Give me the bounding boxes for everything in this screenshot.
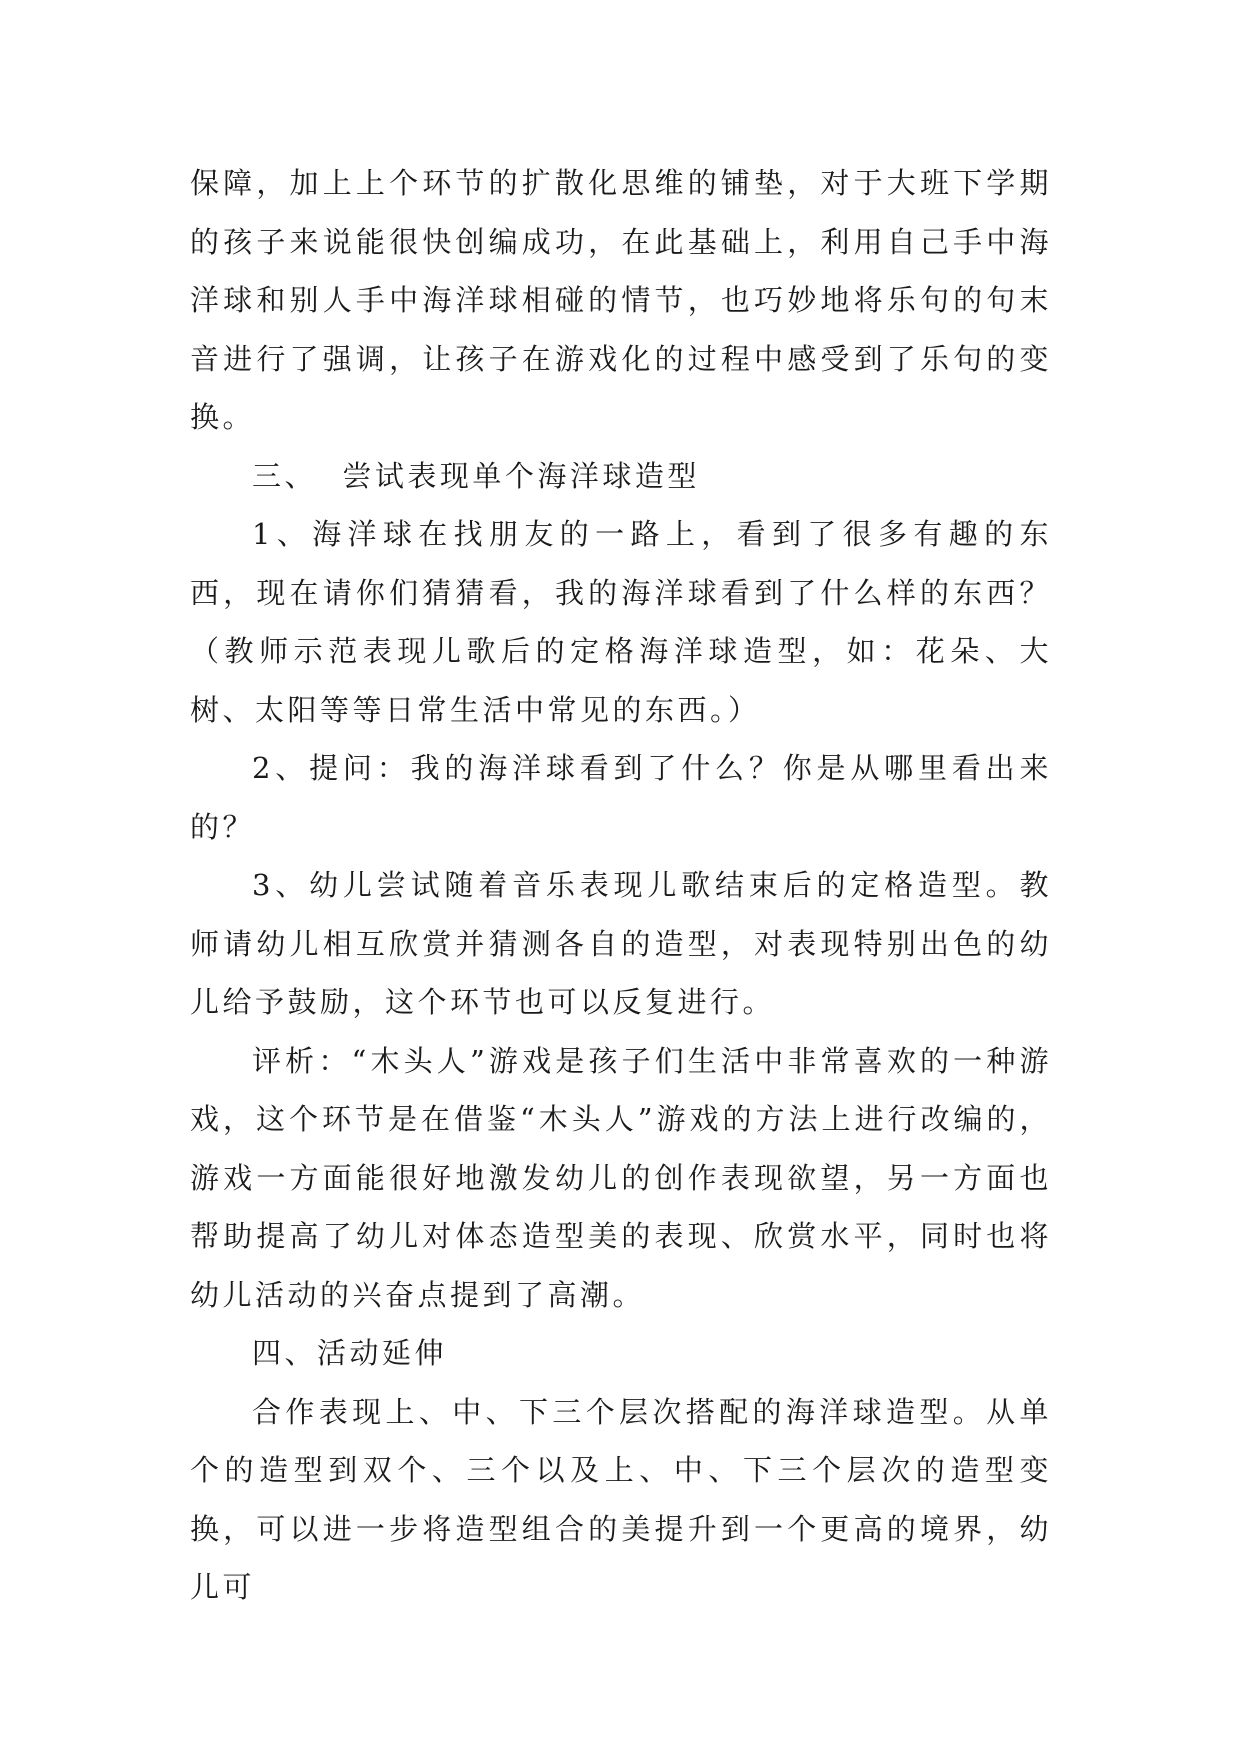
paragraph-step-2: 2、提问：我的海洋球看到了什么？你是从哪里看出来的？ xyxy=(190,751,1052,844)
paragraph-continuation: 保障，加上上个环节的扩散化思维的铺垫，对于大班下学期的孩子来说能很快创编成功，在此基础上，利用自己手中海洋球和别人手中海洋球相碰的情节，也巧妙地将乐句的句末音进行了强调，让孩子在游戏化的过程中感受到了乐句的变换。 xyxy=(190,166,1052,434)
paragraph-step-3: 3、幼儿尝试随着音乐表现儿歌结束后的定格造型。教师请幼儿相互欣赏并猜测各自的造型，对表现特别出色的幼儿给予鼓励，这个环节也可以反复进行。 xyxy=(190,868,1052,1019)
section-heading-four: 四、活动延伸 xyxy=(252,1336,448,1370)
document-page xyxy=(190,154,1052,1617)
paragraph-extension: 合作表现上、中、下三个层次搭配的海洋球造型。从单个的造型到双个、三个以及上、中、下三个层次的造型变换，可以进一步将造型组合的美提升到一个更高的境界，幼儿可 xyxy=(190,1394,1052,1604)
section-heading-three: 三、 尝试表现单个海洋球造型 xyxy=(252,458,700,493)
paragraph-analysis: 评析：“木头人”游戏是孩子们生活中非常喜欢的一种游戏，这个环节是在借鉴“木头人”游戏的方法上进行改编的，游戏一方面能很好地激发幼儿的创作表现欲望，另一方面也帮助提高了幼儿对体态造型美的表现、欣赏水平，同时也将幼儿活动的兴奋点提到了高潮。 xyxy=(190,1043,1052,1312)
paragraph-step-1: 1、海洋球在找朋友的一路上，看到了很多有趣的东西，现在请你们猜猜看，我的海洋球看到了什么样的东西？（教师示范表现儿歌后的定格海洋球造型，如：花朵、大树、太阳等等日常生活中常见的东西。） xyxy=(190,517,1052,727)
